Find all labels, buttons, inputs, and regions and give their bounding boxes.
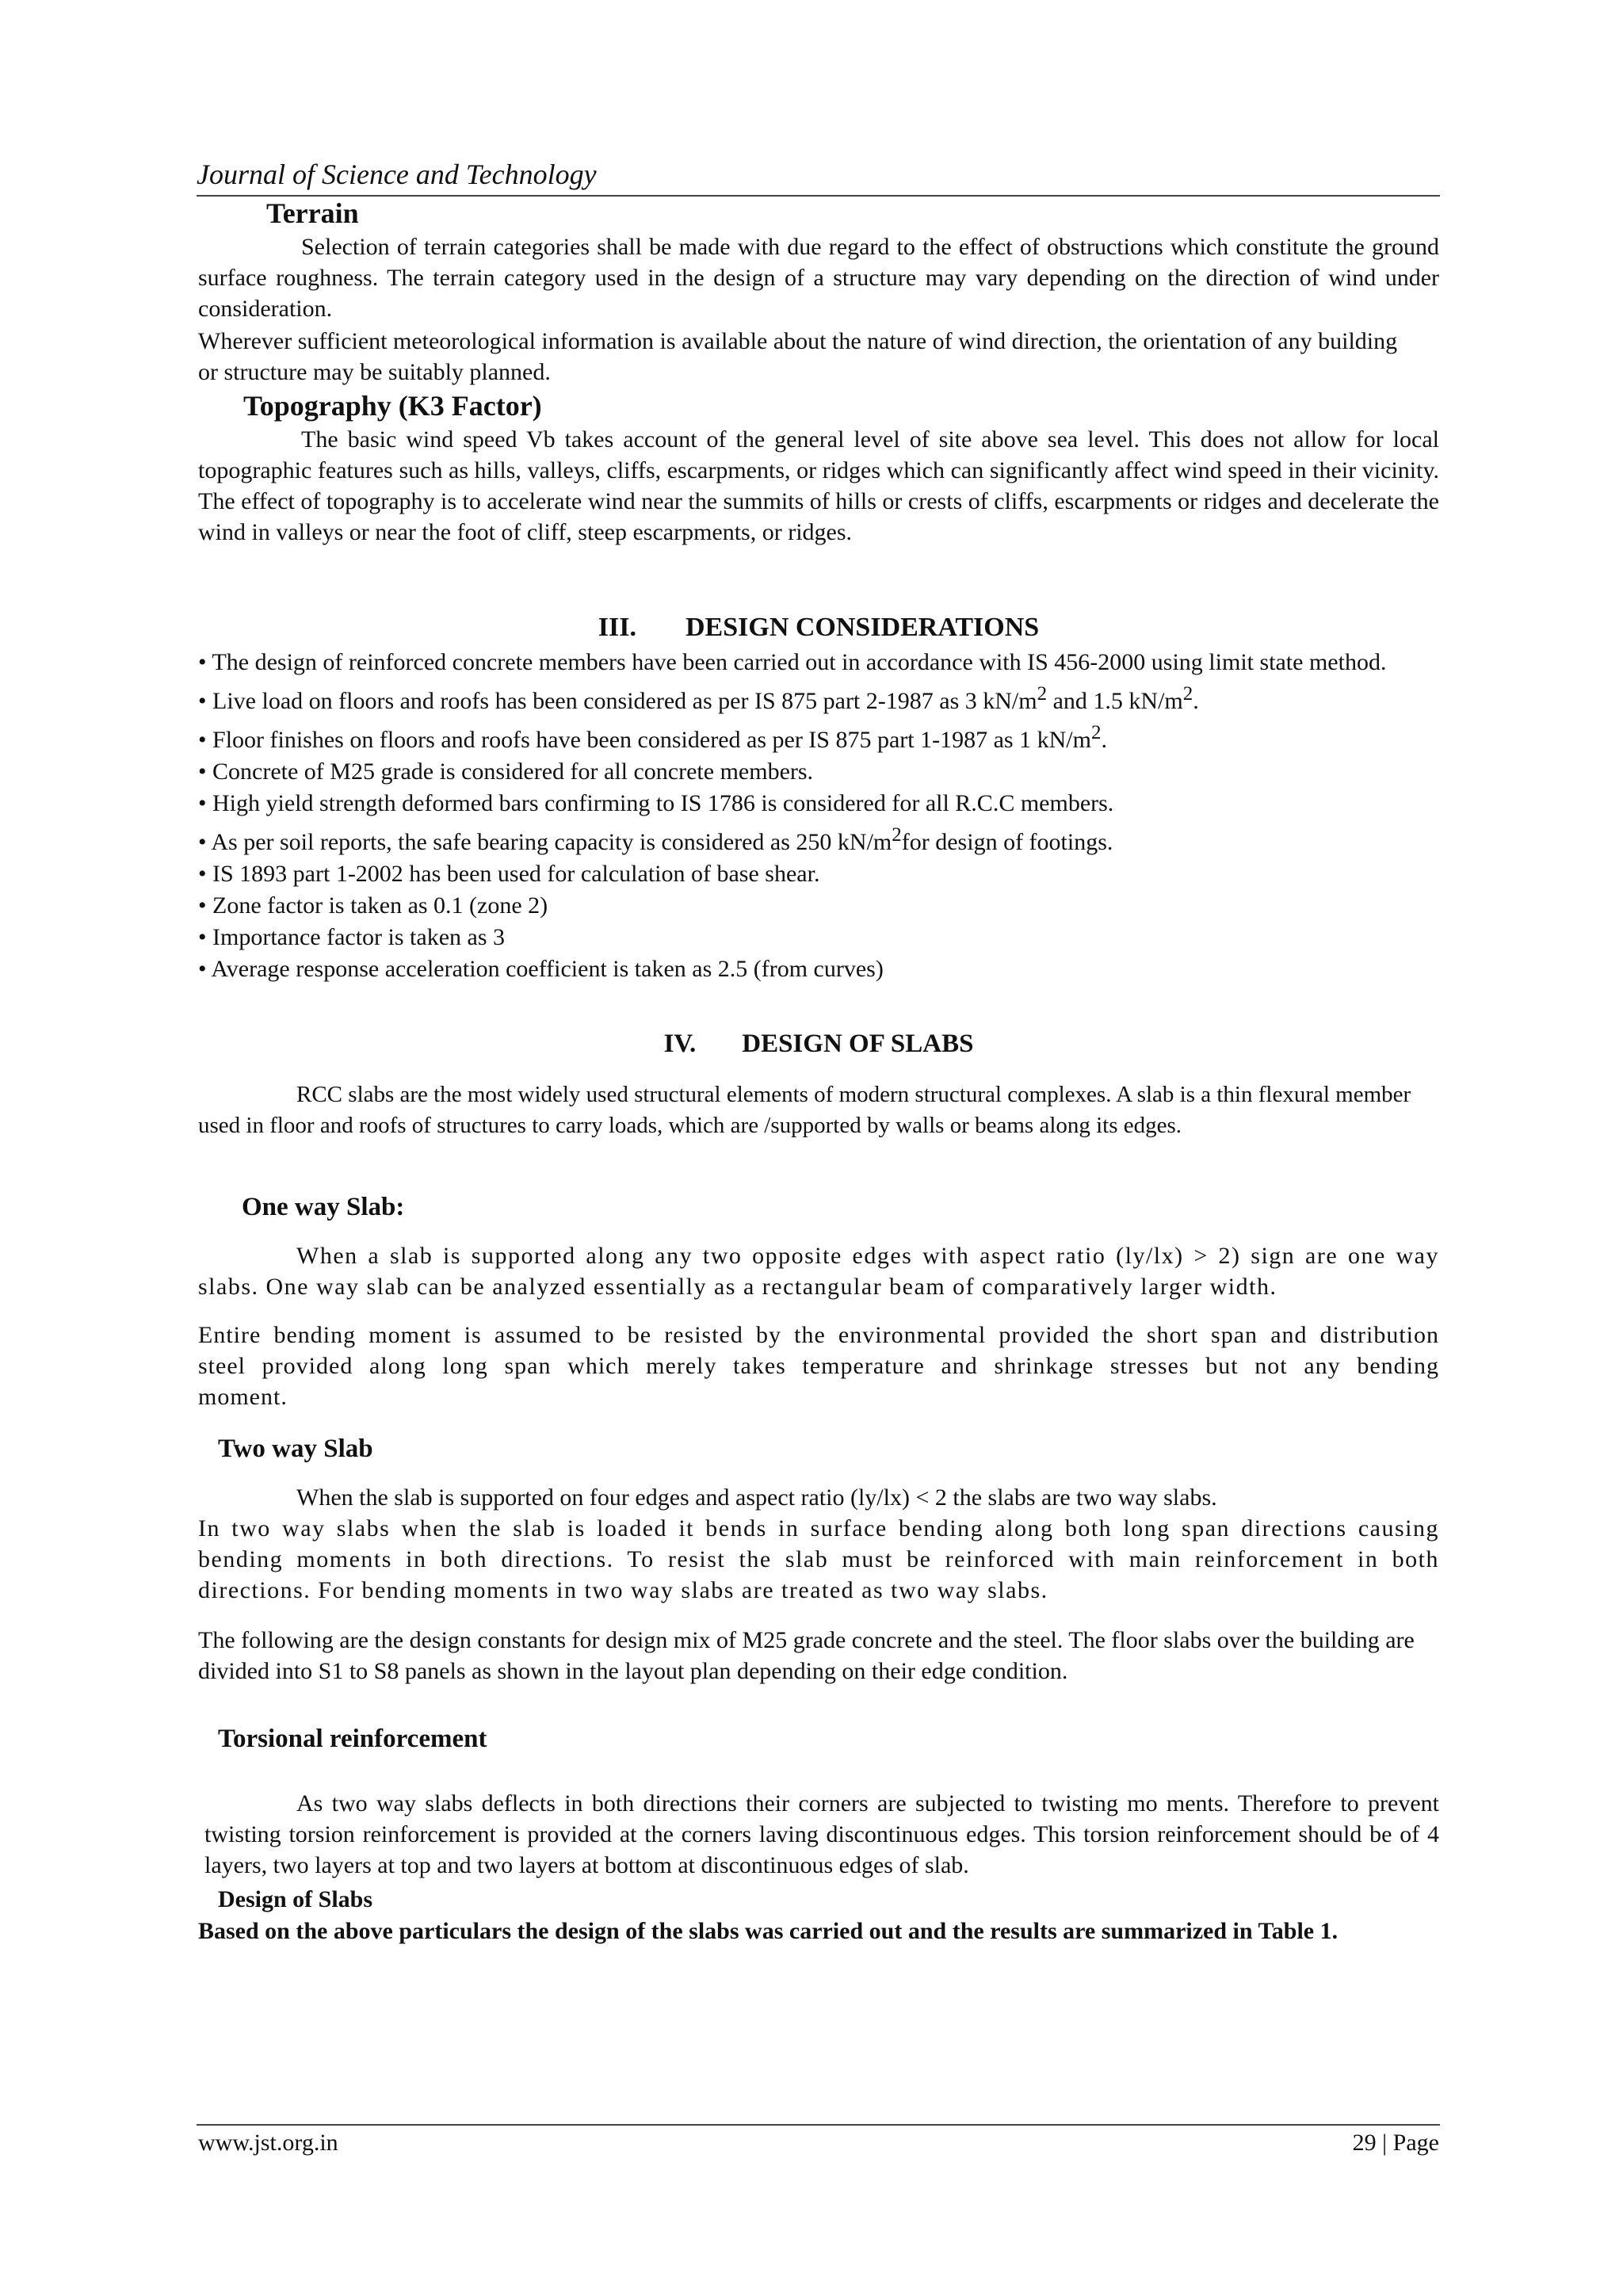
list-item: • Floor finishes on floors and roofs have been considered as per IS 875 part 1-1987 as 1 $kN/m^2$. [198,722,1107,753]
one-way-paragraph-1 [198,1240,1439,1302]
design-of-slabs-paragraph: Based on the above particulars the design of the slabs was carried out and the results are summarized in Table 1. [198,1918,1338,1944]
two-way-paragraph-2: In two way slabs when the slab is loaded it bends in surface bending along both long span directions causing bending moments in both directions. To resist the slab must be reinforced with main reinforcement in both directions. For bending moments in two way slabs are treated as two way slabs. [198,1515,1439,1603]
one-way-text-1: When a slab is supported along any two opposite edges with aspect ratio (ly/lx) > 2) sign are one way slabs. One way slab can be analyzed essentially as a rectangular beam of comparatively larger width. [198,1243,1439,1300]
torsional-reinforcement-heading: Torsional reinforcement [218,1725,487,1753]
section-4-heading [198,1026,1439,1061]
two-way-slab-heading: Two way Slab [218,1435,373,1463]
terrain-paragraph [198,231,1439,324]
list-item: • As per soil reports, the safe bearing capacity is considered as 250 $kN/m^2for$ design of footings. [198,824,1113,855]
two-way-paragraph-3: The following are the design constants for design mix of M25 grade concrete and the steel. The floor slabs over the building are divided into S1 to S8 panels as shown in the layout plan depending on their edge condition. [198,1627,1415,1684]
list-item: • IS 1893 part 1-2002 has been used for calculation of base shear. [198,861,820,887]
section-3-title: DESIGN CONSIDERATIONS [685,613,1040,642]
list-item: • Importance factor is taken as 3 [198,924,506,950]
topography-heading: Topography (K3 Factor) [243,390,542,422]
section-4-number: IV. [663,1030,697,1058]
one-way-paragraph-2: Entire bending moment is assumed to be resisted by the environmental provided the short span and distribution steel provided along long span which merely takes temperature and shrinkage stresses but not any bending moment. [198,1322,1439,1410]
section-4-title: DESIGN OF SLABS [742,1030,974,1058]
section-3-number: III. [598,613,636,642]
terrain-text-1: Selection of terrain categories shall be made with due regard to the effect of obstructions which constitute the ground surface roughness. The terrain category used in the design of a structure may vary depending on the direction of wind under consideration. [198,234,1439,322]
two-way-paragraph-1 [198,1482,1434,1513]
torsion-text: As two way slabs deflects in both directions their corners are subjected to twisting mo ments. Therefore to prevent twisting torsion reinforcement is provided at the corners laving discontinuous edges. This torsion reinforcement should be of 4 layers, two layers at top and two layers at bottom at discontinuous edges of slab. [204,1790,1439,1878]
design-of-slabs-heading: Design of Slabs [218,1886,373,1912]
terrain-paragraph-2: Wherever sufficient meteorological information is available about the nature of wind direction, the orientation of any building or structure may be suitably planned. [198,328,1398,385]
list-item: • The design of reinforced concrete members have been carried out in accordance with IS 456-2000 using limit state method. [198,649,1387,675]
design-considerations-list [198,647,1434,985]
list-item: • Live load on floors and roofs has been considered as per IS 875 part 2-1987 as 3 $kN/m^2$ and 1.5 $kN/m^2$. [198,683,1199,714]
page-number: 29 | Page [1352,2130,1439,2156]
footer-rule [197,2124,1440,2126]
one-way-slab-heading: One way Slab: [242,1193,405,1221]
journal-header: Journal of Science and Technology [197,155,1440,197]
list-item: • Average response acceleration coefficient is taken as 2.5 (from curves) [198,956,884,982]
torsion-paragraph [204,1788,1439,1881]
terrain-heading: Terrain [266,197,359,229]
two-way-text-1: When the slab is supported on four edges and aspect ratio (ly/lx) < 2 the slabs are two way slabs. [296,1484,1217,1511]
section-3-heading [198,610,1439,645]
topography-text: The basic wind speed Vb takes account of the general level of site above sea level. This does not allow for local topographic features such as hills, valleys, cliffs, escarpments, or ridges which can significantly affect wind speed in their vicinity. The effect of topography is to accelerate wind near the summits of hills or crests of cliffs, escarpments or ridges and decelerate the wind in valleys or near the foot of cliff, steep escarpments, or ridges. [198,426,1439,545]
topography-paragraph [198,424,1439,548]
footer-url: www.jst.org.in [198,2130,338,2156]
slabs-intro-text: RCC slabs are the most widely used structural elements of modern structural complexes. A slab is a thin flexural member used in floor and roofs of structures to carry loads, which are /supported by walls or beams along its edges. [198,1082,1411,1138]
list-item: • High yield strength deformed bars confirming to IS 1786 is considered for all R.C.C members. [198,790,1114,816]
slabs-intro-paragraph [198,1079,1434,1141]
list-item: • Concrete of M25 grade is considered for all concrete members. [198,758,814,785]
list-item: • Zone factor is taken as 0.1 (zone 2) [198,892,548,919]
